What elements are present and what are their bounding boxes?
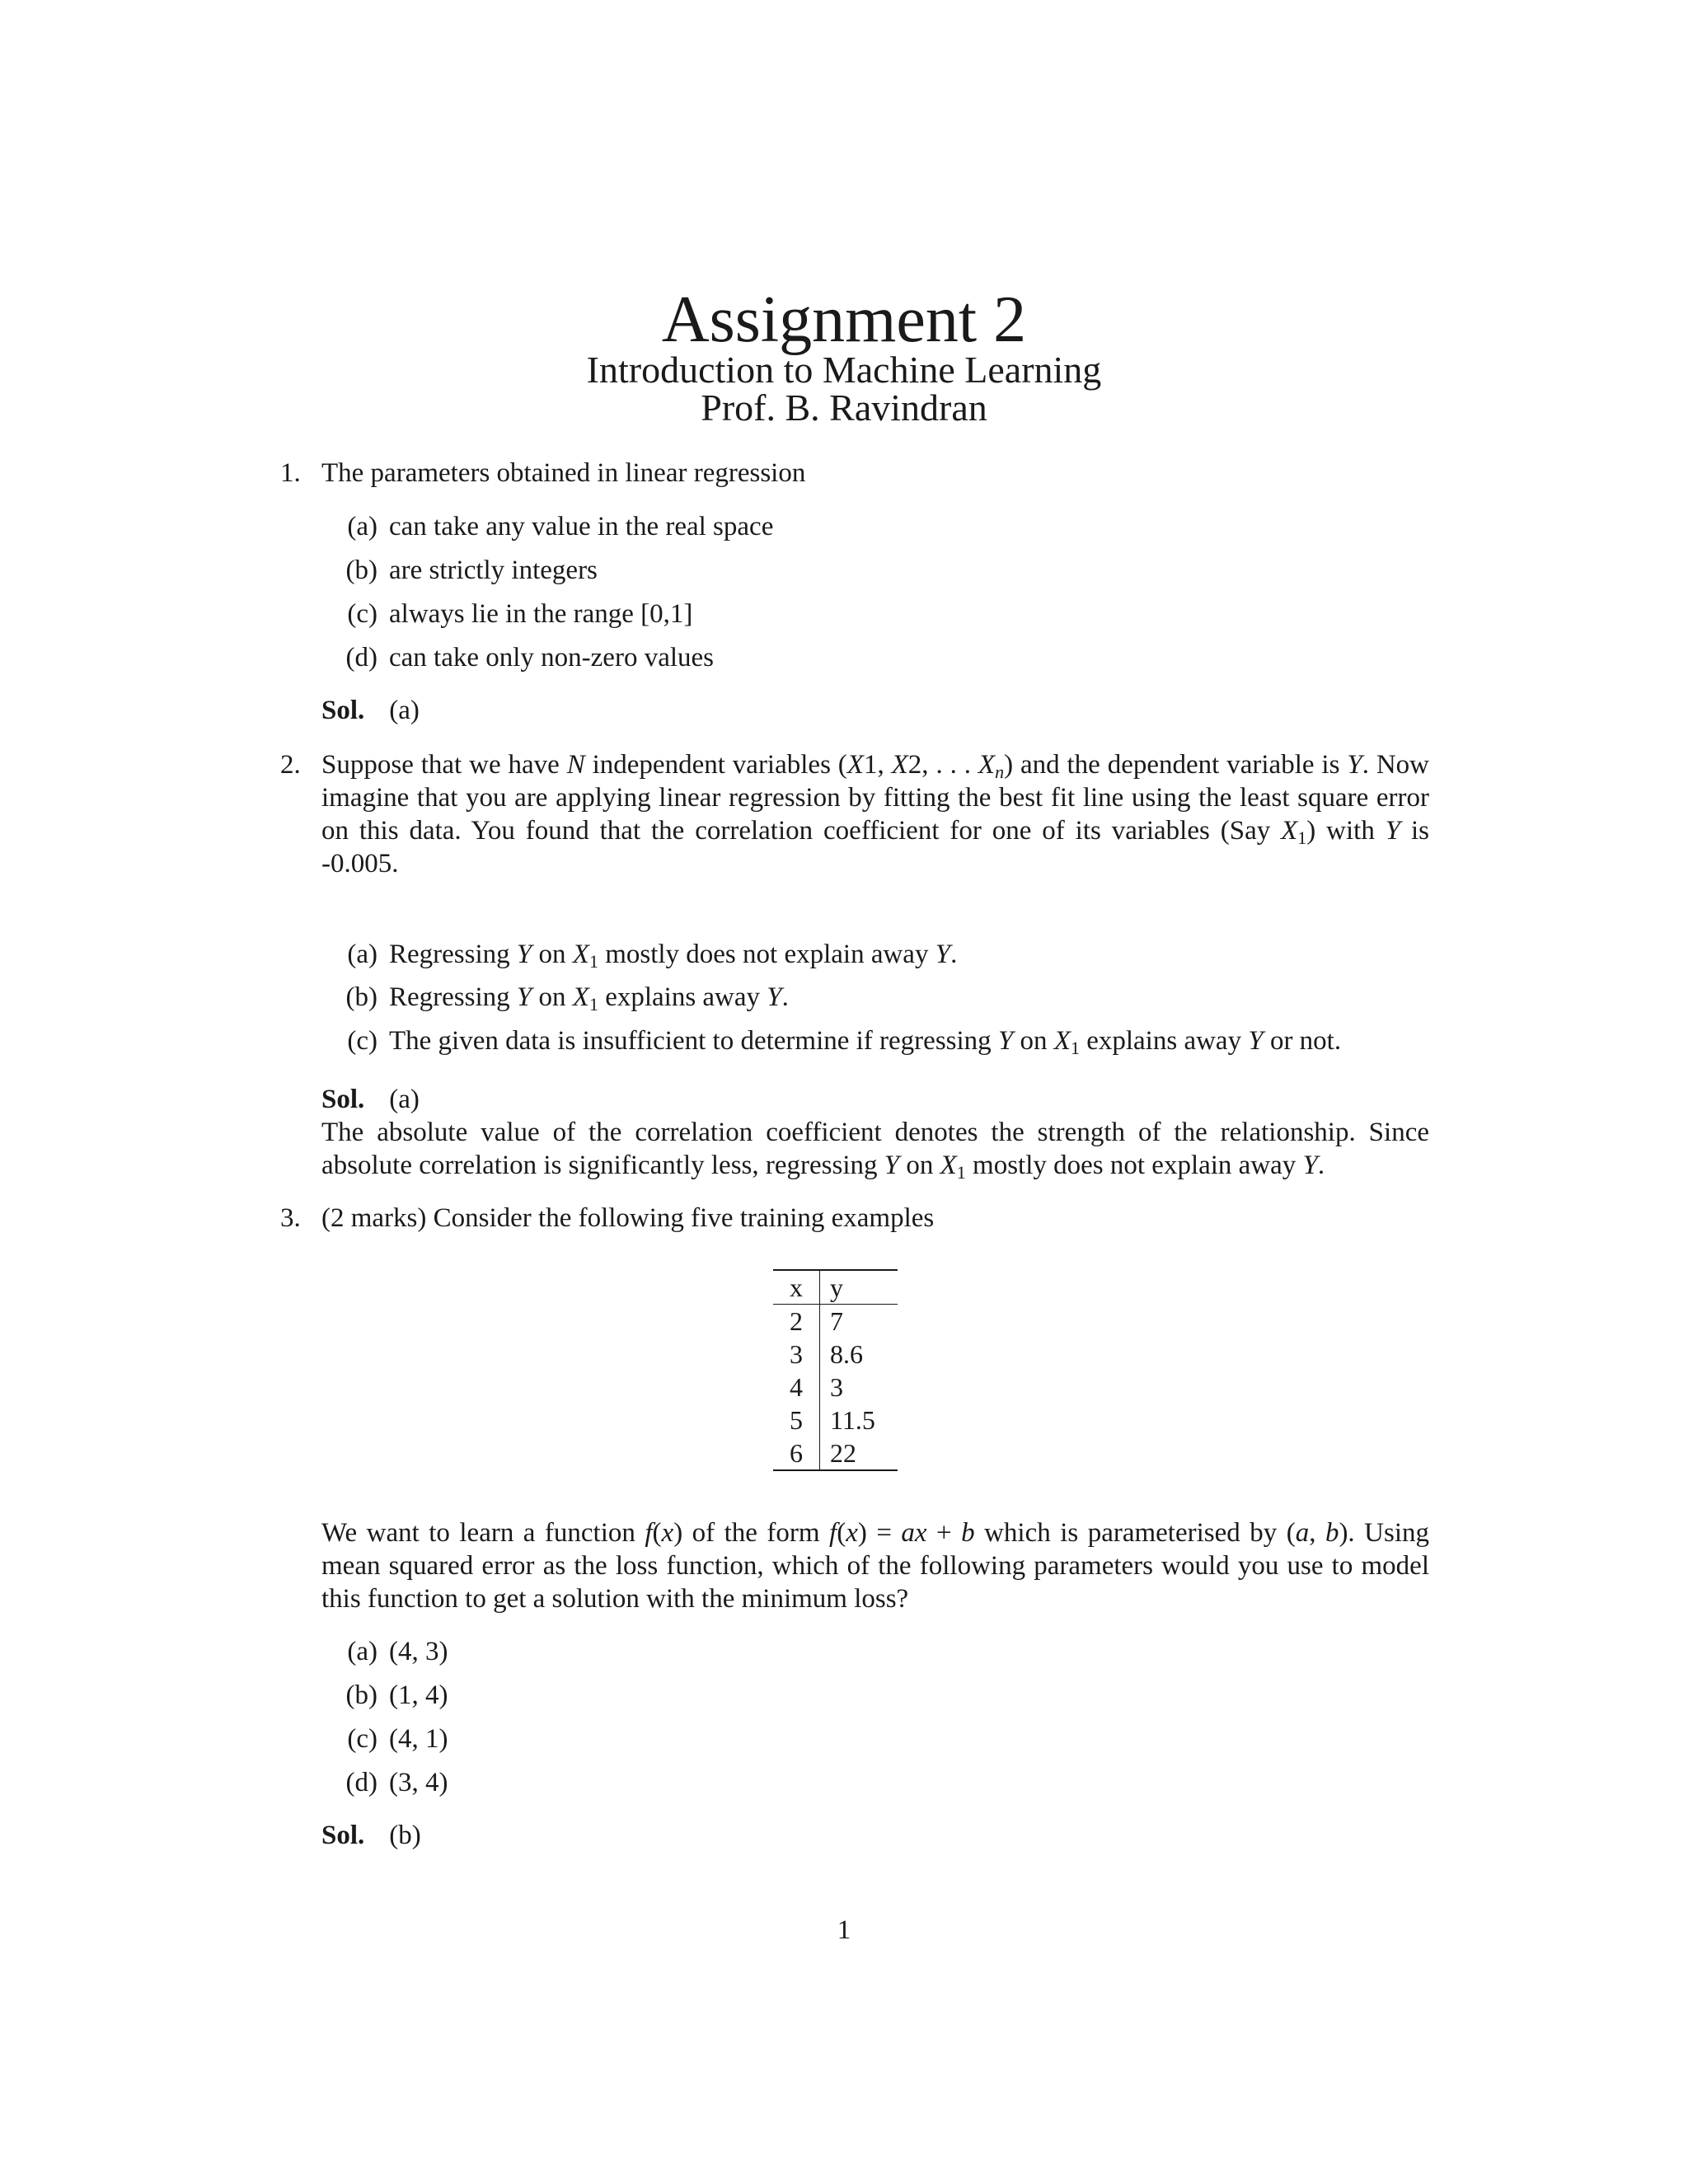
option-text: (3, 4) [389, 1768, 448, 1797]
page-number: 1 [837, 1915, 851, 1945]
q3-description: We want to learn a function f(x) of the form f(x) = ax + b which is parameterised by (a, b). Using mean squared error as the loss function, which of the following parameters would you use to model this function to get a solution with the minimum loss? [321, 1518, 1429, 1614]
solution-answer: (a) [389, 1085, 420, 1114]
instructor-name: Prof. B. Ravindran [701, 387, 987, 429]
table-cell-y: 11.5 [830, 1405, 875, 1435]
q3-solution [321, 1819, 421, 1852]
table-header-y: y [820, 1270, 898, 1305]
course-name: Introduction to Machine Learning [586, 349, 1102, 391]
option-label: (d) [345, 643, 377, 673]
table-cell-x: 5 [773, 1404, 820, 1436]
option-text: (4, 3) [389, 1637, 448, 1666]
option-label: (a) [347, 1637, 377, 1666]
option-text: Regressing Y on $X_1$ mostly does not explain away Y. [389, 940, 958, 972]
solution-label: Sol. [321, 1085, 365, 1114]
training-examples-table [773, 1269, 898, 1471]
table-cell-x: 6 [773, 1436, 820, 1470]
option-text: can take any value in the real space [389, 512, 774, 541]
solution-label: Sol. [321, 1821, 365, 1850]
solution-label: Sol. [321, 696, 365, 725]
table-cell-y: 7 [830, 1306, 843, 1336]
option-label: (b) [345, 982, 377, 1012]
table-cell-y: 3 [830, 1372, 843, 1402]
option-label: (c) [347, 1724, 377, 1754]
q2-explanation: The absolute value of the correlation coefficient denotes the strength of the relationship. Since absolute correlation is significantly less, regressing Y on $X_1$ mostly does not explain away Y. [321, 1118, 1429, 1183]
table-row [773, 1305, 898, 1338]
solution-answer: (a) [389, 696, 420, 725]
question-stem: (2 marks) Consider the following five training examples [321, 1203, 935, 1233]
document-title: Assignment 2 [661, 284, 1027, 356]
table-cell-x: 4 [773, 1371, 820, 1404]
q1-solution [321, 694, 420, 727]
solution-answer: (b) [389, 1821, 421, 1850]
option-label: (b) [345, 1680, 377, 1710]
option-label: (c) [347, 599, 377, 629]
question-number: 1. [280, 458, 301, 488]
table-cell-x: 3 [773, 1338, 820, 1371]
table-row [773, 1404, 898, 1436]
option-text: always lie in the range [0,1] [389, 599, 693, 629]
option-text: are strictly integers [389, 555, 598, 585]
option-label: (b) [345, 555, 377, 585]
option-label: (d) [345, 1768, 377, 1797]
option-text: Regressing Y on $X_1$ explains away Y. [389, 982, 789, 1015]
table-row [773, 1371, 898, 1404]
table-row [773, 1436, 898, 1470]
table-cell-x: 2 [773, 1305, 820, 1338]
option-text: The given data is insufficient to determine if regressing Y on $X_1$ explains away Y or not. [389, 1026, 1342, 1058]
question-stem: The parameters obtained in linear regression [321, 458, 806, 488]
question-number: 3. [280, 1203, 301, 1233]
option-text: can take only non-zero values [389, 643, 715, 673]
table-header-x: x [773, 1270, 820, 1305]
option-label: (c) [347, 1026, 377, 1056]
table-row [773, 1338, 898, 1371]
option-label: (a) [347, 940, 377, 969]
table-header-row [773, 1270, 898, 1305]
option-text: (1, 4) [389, 1680, 448, 1710]
question-number: 2. [280, 750, 301, 780]
question-stem: Suppose that we have N independent variables (X1, X2, . . . $X_n$) and the dependent variable is Y. Now imagine that you are applying linear regression by fitting the best fit line using the least square error on this data. You found that the correlation coefficient for one of its variables (Say $X_1$) with Y is -0.005. [321, 750, 1430, 879]
table-cell-y: 22 [830, 1438, 856, 1468]
option-label: (a) [347, 512, 377, 541]
q2-solution [321, 1083, 420, 1116]
table-cell-y: 8.6 [830, 1339, 863, 1369]
option-text: (4, 1) [389, 1724, 448, 1754]
